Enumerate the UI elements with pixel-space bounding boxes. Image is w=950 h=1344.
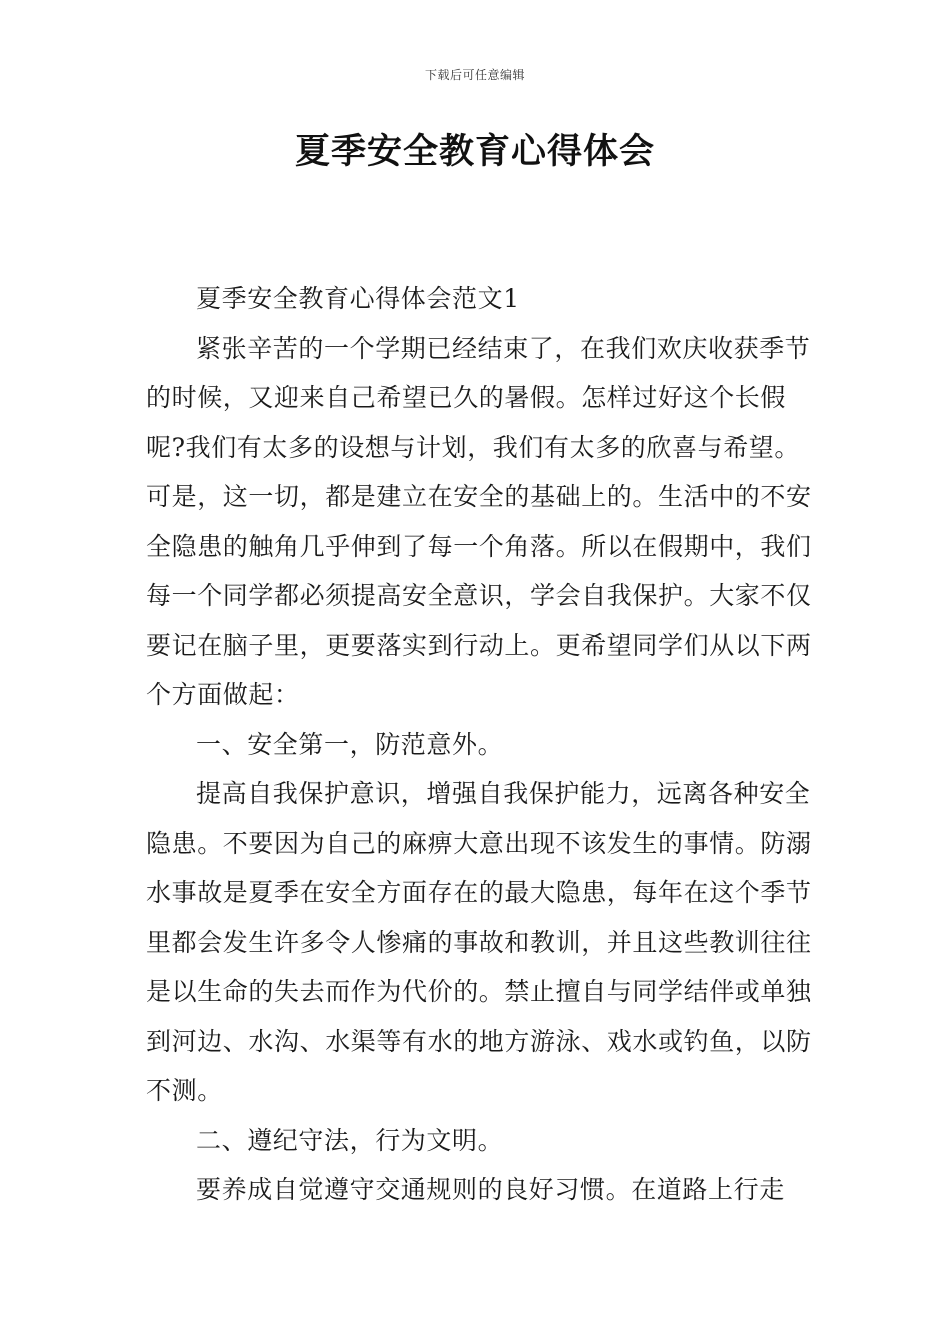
section-heading: 一、安全第一，防范意外。 [196,729,504,759]
page-title: 夏季安全教育心得体会 [294,131,655,172]
paragraph-subtitle: 夏季安全教育心得体会范文1 [196,284,520,313]
header-note: 下载后可任意编辑 [424,68,525,82]
body-text [146,274,816,1215]
paragraph: 紧张辛苦的一个学期已经结束了，在我们欢庆收获季节的时候，又迎来自己希望已久的暑假。怎样过好这个长假呢?我们有太多的设想与计划，我们有太多的欣喜与希望。可是，这一切，都是建立在安全的基础上的。生活中的不安全隐患的触角几乎伸到了每一个角落。所以在假期中，我们每一个同学都必须提高安全意识，学会自我保护。大家不仅要记在脑子里，更要落实到行动上。更希望同学们从以下两个方面做起： [146,333,812,709]
paragraph: 提高自我保护意识，增强自我保护能力，远离各种安全隐患。不要因为自己的麻痹大意出现不该发生的事情。防溺水事故是夏季在安全方面存在的最大隐患，每年在这个季节里都会发生许多令人惨痛的事故和教训，并且这些教训往往是以生命的失去而作为代价的。禁止擅自与同学结伴或单独到河边、水沟、水渠等有水的地方游泳、戏水或钓鱼，以防不测。 [146,779,812,1105]
paragraph: 要养成自觉遵守交通规则的良好习惯。在道路上行走 [196,1175,785,1204]
section-heading: 二、遵纪守法，行为文明。 [196,1125,504,1155]
